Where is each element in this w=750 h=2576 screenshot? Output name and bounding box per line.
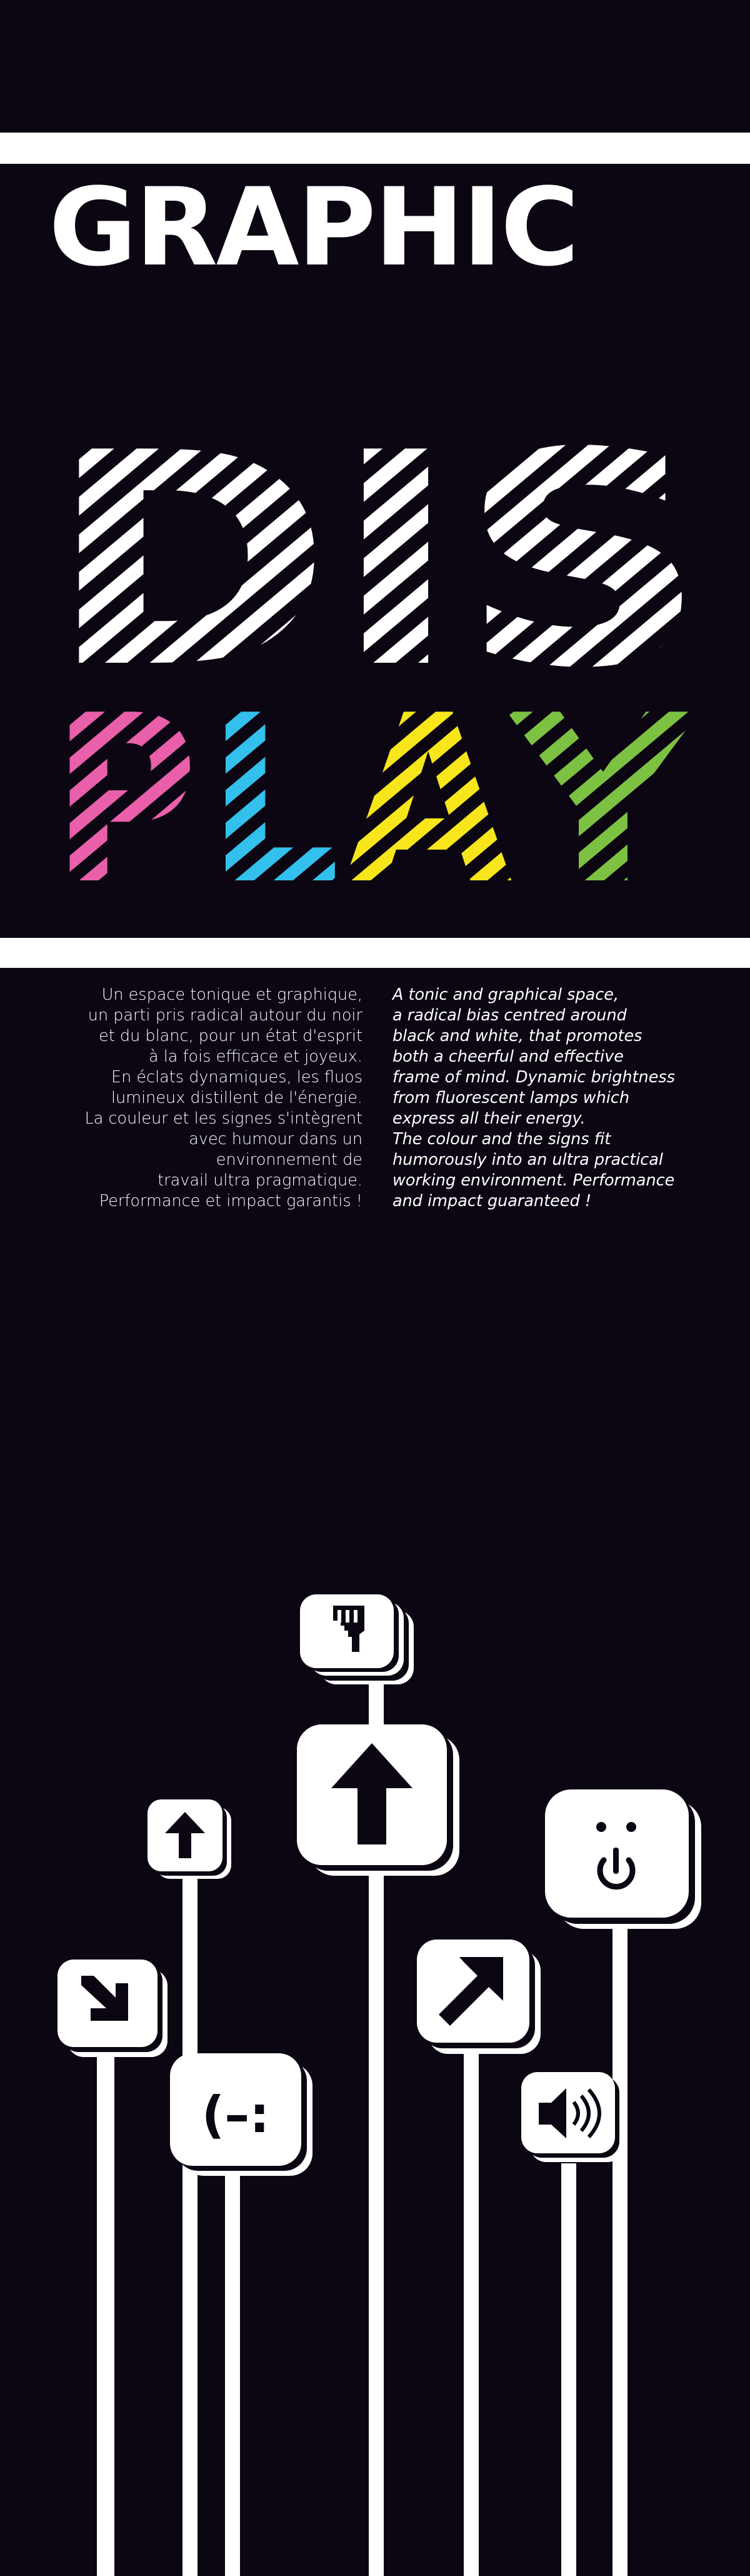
play-letter-y: Y (505, 667, 700, 935)
arrow-up-right-icon (417, 1940, 541, 2054)
text-en-line: and impact guaranteed ! (392, 1192, 592, 1210)
text-en-line: black and white, that promotes (392, 1027, 642, 1045)
text-fr-line: avec humour dans un (189, 1130, 362, 1149)
text-en-line: The colour and the signs fit (392, 1130, 611, 1149)
speaker-volume-icon (521, 2072, 624, 2162)
text-fr-line: environnement de (216, 1150, 362, 1169)
text-fr-line: à la fois efficace et joyeux. (148, 1047, 362, 1066)
text-fr-line: Un espace tonique et graphique, (101, 985, 362, 1004)
play-letter-a: A (344, 667, 514, 935)
title-graphic: GRAPHIC (49, 164, 578, 290)
text-fr-line: et du blanc, pour un état d'esprit (99, 1027, 362, 1045)
text-fr-line: travail ultra pragmatique. (158, 1171, 362, 1190)
text-en-line: a radical bias centred around (392, 1006, 627, 1025)
text-fr-line: Performance et impact garantis ! (99, 1192, 362, 1210)
text-en-line: both a cheerful and effective (392, 1047, 624, 1066)
emoticon-face-icon (170, 2053, 312, 2176)
text-en-line: from fluorescent lamps which (392, 1089, 630, 1107)
emoticon-face-text: (–: (201, 2086, 270, 2144)
text-fr-line: un parti pris radical autour du noir (88, 1006, 362, 1025)
text-en-line: express all their energy. (392, 1109, 586, 1128)
text-en-line: frame of mind. Dynamic brightness (392, 1068, 675, 1087)
smiley-power-icon (545, 1789, 701, 1929)
text-en-line: humorously into an ultra practical (392, 1150, 664, 1169)
text-fr-line: En éclats dynamiques, les fluos (111, 1068, 362, 1087)
hand-pointing-down-icon (300, 1594, 414, 1684)
play-letter-l: L (206, 667, 341, 935)
text-french (34, 985, 362, 1212)
text-english (392, 985, 718, 1212)
text-fr-line: La couleur et les signes s'intègrent (84, 1109, 362, 1128)
text-en-line: working environment. Performance (392, 1171, 675, 1190)
text-fr-line: lumineux distillent de l'énergie. (111, 1089, 362, 1107)
arrow-down-right-icon (58, 1960, 168, 2057)
arrow-up-small-icon (148, 1799, 231, 1879)
text-en-line: A tonic and graphical space, (392, 985, 619, 1004)
title-play (51, 667, 699, 935)
title-dis: DIS (48, 390, 707, 732)
arrow-up-large-icon (297, 1724, 459, 1876)
play-letter-p: P (51, 667, 198, 935)
